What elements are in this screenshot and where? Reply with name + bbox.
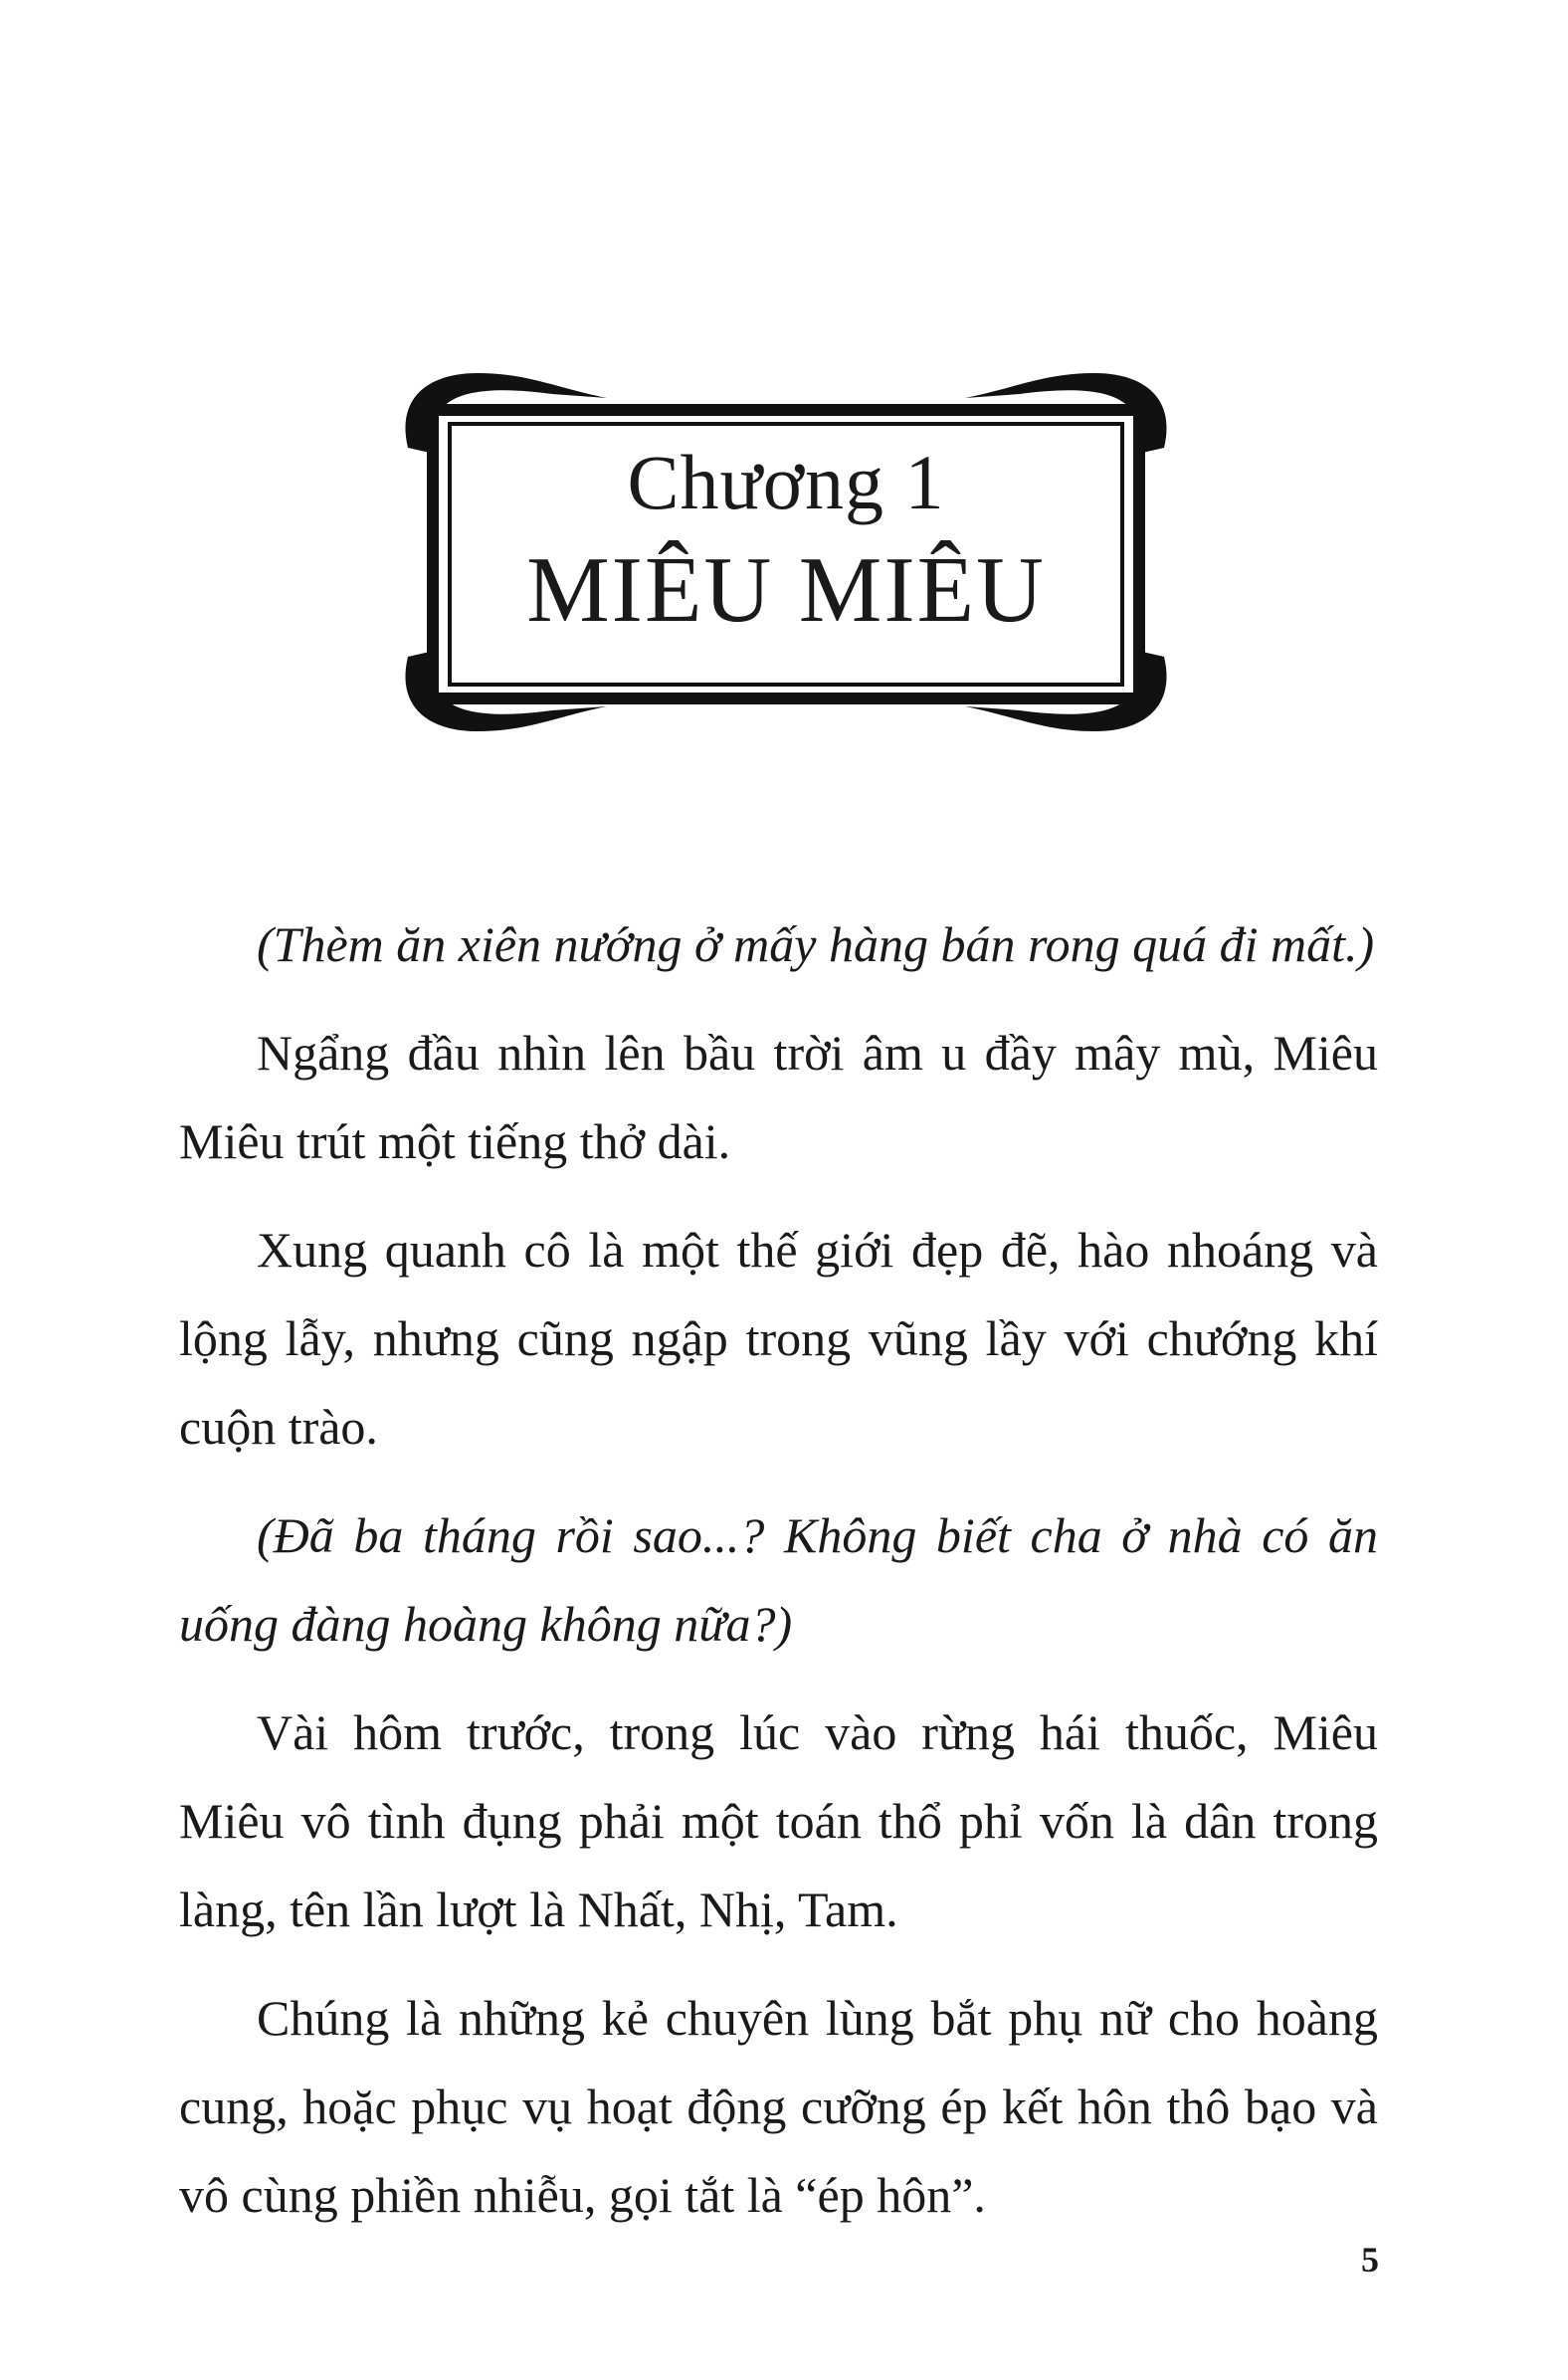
paragraph: Vài hôm trước, trong lúc vào rừng hái thuốc, Miêu Miêu vô tình đụng phải một toán thổ phỉ vốn là dân trong làng, tên lần lượt là Nhất, Nhị, Tam. [179, 1704, 1378, 1937]
paragraph: (Đã ba tháng rồi sao...? Không biết cha ở nhà có ăn uống đàng hoàng không nữa?) [179, 1507, 1378, 1652]
paragraph: Chúng là những kẻ chuyên lùng bắt phụ nữ cho hoàng cung, hoặc phục vụ hoạt động cưỡng ép kết hôn thô bạo và vô cùng phiền nhiễu, gọi tắt là “ép hôn”. [179, 1990, 1378, 2223]
paragraph: Xung quanh cô là một thế giới đẹp đẽ, hào nhoáng và lộng lẫy, nhưng cũng ngập trong vũng lầy với chướng khí cuộn trào. [179, 1222, 1378, 1455]
chapter-title: MIÊU MIÊU [526, 538, 1046, 642]
chapter-heading-frame [388, 358, 1184, 746]
page-number: 5 [1361, 2240, 1379, 2280]
chapter-label: Chương 1 [627, 439, 945, 525]
paragraph: (Thèm ăn xiên nướng ở mấy hàng bán rong quá đi mất.) [257, 916, 1375, 972]
paragraph: Ngẩng đầu nhìn lên bầu trời âm u đầy mây mù, Miêu Miêu trút một tiếng thở dài. [179, 1025, 1378, 1169]
chapter-body [179, 900, 1378, 2260]
